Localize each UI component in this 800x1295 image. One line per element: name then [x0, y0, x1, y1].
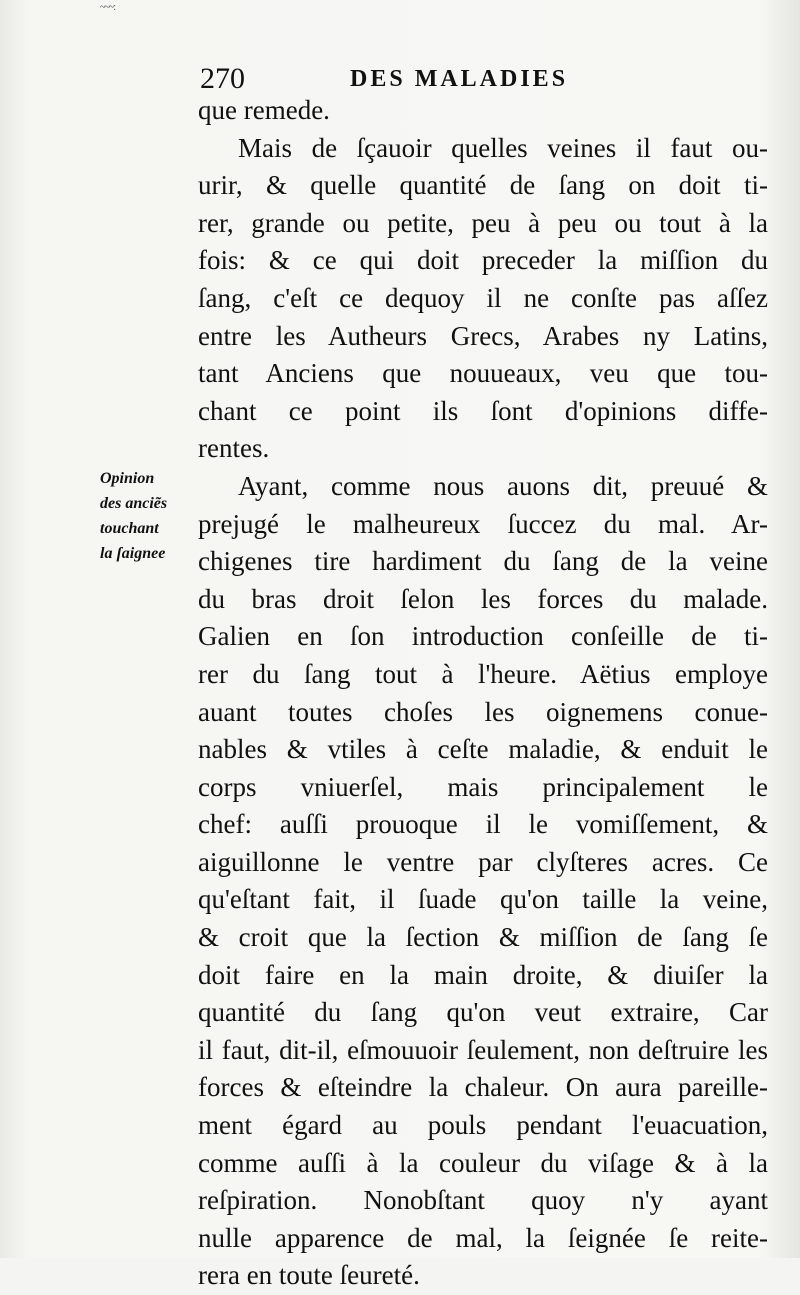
text-line: qu'eſtant fait, il ſuade qu'on taille la veine,: [198, 884, 768, 915]
text-line: corps vniuerſel, mais principalement le: [198, 771, 768, 802]
text-line: il faut, dit-il, eſmouuoir ſeulement, non deſtruire les: [198, 1034, 768, 1065]
margin-note-line: des anciẽs: [100, 495, 168, 512]
margin-note: [100, 466, 210, 566]
text-line: entre les Autheurs Grecs, Arabes ny Latins,: [198, 320, 768, 351]
text-line: que remede.: [198, 95, 330, 125]
text-line: aiguillonne le ventre par clyſteres acres. Ce: [198, 846, 768, 877]
margin-note-line: la ſaignee: [100, 545, 166, 562]
text-line: rer du ſang tout à l'heure. Aëtius employe: [198, 658, 768, 689]
text-line: tant Anciens que nouueaux, veu que tou-: [198, 358, 768, 389]
text-line: nulle apparence de mal, la ſeignée ſe reite-: [198, 1222, 768, 1253]
text-line: Galien en ſon introduction conſeille de ti-: [198, 621, 768, 652]
text-line: auant toutes choſes les oignemens conue-: [198, 696, 768, 727]
text-line: urir, & quelle quantité de ſang on doit ti-: [198, 170, 768, 201]
text-line: rera en toute ſeureté.: [198, 1260, 420, 1291]
margin-note-line: Opinion: [100, 470, 155, 487]
running-title: DES MALADIES: [350, 66, 569, 92]
text-line: Ayant, comme nous auons dit, preuué &: [238, 470, 768, 501]
text-line: Mais de ſçauoir quelles veines il faut ou-: [238, 132, 768, 163]
edge-mark: ~~~:: [100, 2, 116, 13]
text-line: chef: auſſi prouoque il le vomiſſement, &: [198, 809, 768, 840]
text-line: & croit que la ſection & miſſion de ſang ſe: [198, 922, 768, 953]
text-line: rer, grande ou petite, peu à peu ou tout à la: [198, 207, 768, 238]
page-number: 270: [200, 62, 245, 95]
text-line: fois: & ce qui doit preceder la miſſion du: [198, 245, 768, 276]
body-text: [198, 92, 768, 1295]
text-line: du bras droit ſelon les forces du malade.: [198, 583, 768, 614]
text-line: ment égard au pouls pendant l'euacuation,: [198, 1110, 768, 1141]
text-line: chant ce point ils ſont d'opinions diffe-: [198, 395, 768, 426]
text-line: reſpiration. Nonobſtant quoy n'y ayant: [198, 1185, 768, 1216]
text-line: rentes.: [198, 433, 270, 464]
text-line: quantité du ſang qu'on veut extraire, Car: [198, 997, 768, 1028]
text-line: forces & eſteindre la chaleur. On aura pareille-: [198, 1072, 768, 1103]
text-line: doit faire en la main droite, & diuiſer la: [198, 959, 768, 990]
text-line: ſang, c'eſt ce dequoy il ne conſte pas aſſez: [198, 282, 768, 313]
text-line: chigenes tire hardiment du ſang de la veine: [198, 546, 768, 577]
text-line: prejugé le malheureux ſuccez du mal. Ar-: [198, 508, 768, 539]
margin-note-line: touchant: [100, 520, 159, 537]
text-line: comme auſſi à la couleur du viſage & à la: [198, 1147, 768, 1178]
text-line: nables & vtiles à ceſte maladie, & enduit le: [198, 734, 768, 765]
